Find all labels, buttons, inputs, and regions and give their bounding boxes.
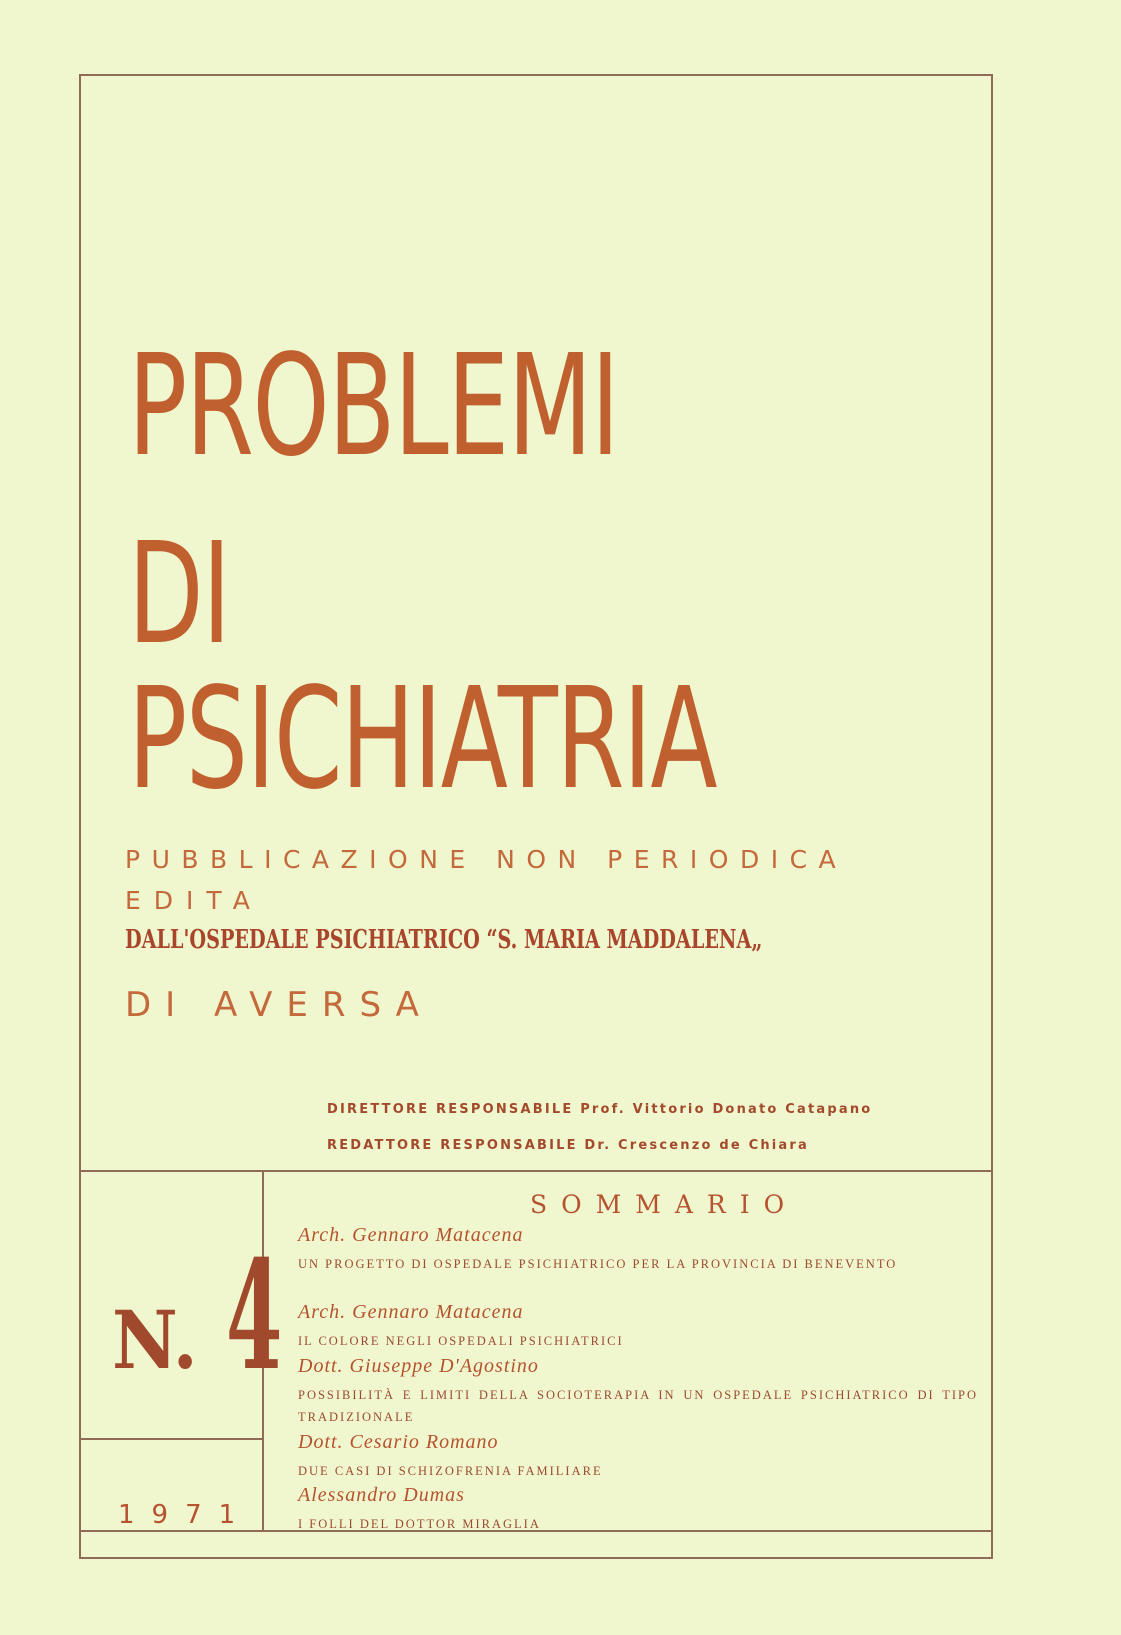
contents-entry bbox=[298, 1431, 978, 1482]
subtitle: PUBBLICAZIONE NON PERIODICA bbox=[125, 845, 848, 874]
title-line-3: PSICHIATRIA bbox=[128, 658, 716, 821]
entry-title: I FOLLI DEL DOTTOR MIRAGLIA bbox=[298, 1517, 541, 1531]
entry-author: Arch. Gennaro Matacena bbox=[298, 1301, 524, 1323]
entry-title: POSSIBILITÀ E LIMITI DELLA SOCIOTERAPIA IN UN OSPEDALE PSICHIATRICO DI TIPO TRADIZIONALE bbox=[298, 1388, 978, 1424]
publisher: DALL'OSPEDALE PSICHIATRICO “S. MARIA MADDALENA„ bbox=[125, 925, 763, 955]
divider-top bbox=[79, 1170, 993, 1172]
issue-year-divider bbox=[79, 1438, 262, 1440]
contents-entry bbox=[298, 1224, 978, 1275]
edita-label: EDITA bbox=[125, 886, 263, 915]
issue-prefix: N. bbox=[112, 1293, 198, 1387]
director-line: DIRETTORE RESPONSABILE Prof. Vittorio Donato Catapano bbox=[327, 1102, 873, 1117]
issue-number bbox=[112, 1228, 320, 1404]
contents-entry bbox=[298, 1355, 978, 1428]
issue-digit: 4 bbox=[225, 1228, 283, 1404]
entry-title: UN PROGETTO DI OSPEDALE PSICHIATRICO PER LA PROVINCIA DI BENEVENTO bbox=[298, 1257, 898, 1271]
editor-line: REDATTORE RESPONSABILE Dr. Crescenzo de Chiara bbox=[327, 1138, 809, 1153]
entry-title: DUE CASI DI SCHIZOFRENIA FAMILIARE bbox=[298, 1464, 603, 1478]
entry-author: Dott. Cesario Romano bbox=[298, 1431, 499, 1453]
entry-author: Dott. Giuseppe D'Agostino bbox=[298, 1355, 539, 1377]
issue-year: 1971 bbox=[118, 1500, 253, 1530]
entry-title: IL COLORE NEGLI OSPEDALI PSICHIATRICI bbox=[298, 1334, 624, 1348]
contents-entry bbox=[298, 1301, 978, 1352]
title-line-2: DI bbox=[128, 513, 230, 676]
title-line-1: PROBLEMI bbox=[128, 325, 619, 488]
city: DI AVERSA bbox=[125, 985, 433, 1025]
entry-author: Alessandro Dumas bbox=[298, 1484, 465, 1506]
contents-entry bbox=[298, 1484, 978, 1535]
contents-heading: SOMMARIO bbox=[530, 1190, 799, 1219]
entry-author: Arch. Gennaro Matacena bbox=[298, 1224, 524, 1246]
